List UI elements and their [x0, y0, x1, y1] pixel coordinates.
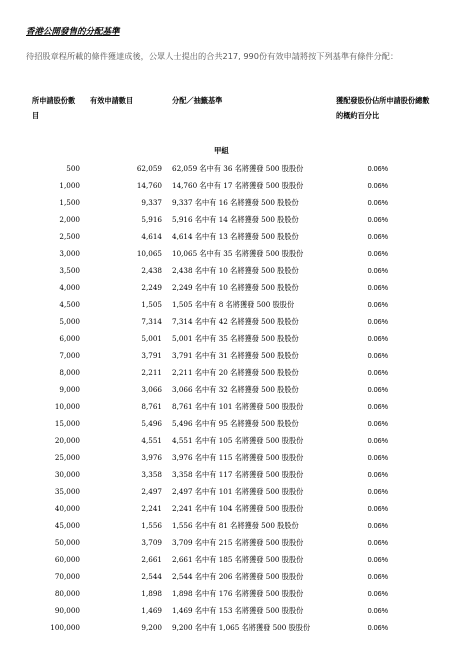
shares-applied-cell: 35,000	[54, 487, 80, 496]
group-label: 甲組	[214, 146, 229, 155]
valid-applications-cell: 3,791	[141, 351, 162, 360]
basis-cell: 2,249 名中有 10 名將獲發 500 股股份	[172, 283, 299, 292]
valid-applications-cell: 2,249	[141, 283, 162, 292]
shares-applied-cell: 30,000	[54, 470, 80, 479]
percentage-cell: 0.06%	[367, 555, 388, 564]
table-row	[0, 211, 459, 228]
shares-applied-cell: 1,000	[59, 181, 80, 190]
table-row	[0, 449, 459, 466]
valid-applications-cell: 2,544	[141, 572, 162, 581]
shares-applied-cell: 2,000	[59, 215, 80, 224]
allocation-table	[0, 160, 459, 636]
table-row	[0, 398, 459, 415]
table-row	[0, 483, 459, 500]
table-row	[0, 245, 459, 262]
table-row	[0, 177, 459, 194]
shares-applied-cell: 3,500	[59, 266, 80, 275]
basis-cell: 7,314 名中有 42 名將獲發 500 股股份	[172, 317, 299, 326]
basis-cell: 2,497 名中有 101 名將獲發 500 股股份	[172, 487, 304, 496]
basis-cell: 14,760 名中有 17 名將獲發 500 股股份	[172, 181, 304, 190]
percentage-cell: 0.06%	[367, 504, 388, 513]
percentage-cell: 0.06%	[367, 385, 388, 394]
table-row	[0, 194, 459, 211]
shares-applied-cell: 1,500	[59, 198, 80, 207]
shares-applied-cell: 7,000	[59, 351, 80, 360]
table-row	[0, 466, 459, 483]
shares-applied-cell: 40,000	[54, 504, 80, 513]
table-row	[0, 551, 459, 568]
valid-applications-cell: 3,066	[141, 385, 162, 394]
table-row	[0, 364, 459, 381]
table-row	[0, 228, 459, 245]
shares-applied-cell: 15,000	[54, 419, 80, 428]
shares-applied-cell: 4,000	[59, 283, 80, 292]
table-row	[0, 347, 459, 364]
valid-applications-cell: 9,337	[141, 198, 162, 207]
percentage-cell: 0.06%	[367, 283, 388, 292]
page-title: 香港公開發售的分配基準	[26, 27, 120, 37]
valid-applications-cell: 1,898	[141, 589, 162, 598]
shares-applied-cell: 50,000	[54, 538, 80, 547]
percentage-cell: 0.06%	[367, 215, 388, 224]
valid-applications-cell: 2,438	[141, 266, 162, 275]
percentage-cell: 0.06%	[367, 402, 388, 411]
percentage-cell: 0.06%	[367, 317, 388, 326]
table-row	[0, 160, 459, 177]
shares-applied-cell: 20,000	[54, 436, 80, 445]
percentage-cell: 0.06%	[367, 266, 388, 275]
basis-cell: 3,791 名中有 31 名將獲發 500 股股份	[172, 351, 299, 360]
basis-cell: 1,505 名中有 8 名將獲發 500 股股份	[172, 300, 295, 309]
percentage-cell: 0.06%	[367, 368, 388, 377]
basis-cell: 2,661 名中有 185 名將獲發 500 股股份	[172, 555, 304, 564]
valid-applications-cell: 5,916	[141, 215, 162, 224]
basis-cell: 1,556 名中有 81 名將獲發 500 股股份	[172, 521, 299, 530]
shares-applied-cell: 4,500	[59, 300, 80, 309]
basis-cell: 3,709 名中有 215 名將獲發 500 股股份	[172, 538, 304, 547]
shares-applied-cell: 70,000	[54, 572, 80, 581]
valid-applications-cell: 4,614	[141, 232, 162, 241]
valid-applications-cell: 62,059	[136, 164, 162, 173]
table-row	[0, 517, 459, 534]
valid-applications-cell: 9,200	[141, 623, 162, 632]
basis-cell: 4,614 名中有 13 名將獲發 500 股股份	[172, 232, 299, 241]
shares-applied-cell: 6,000	[59, 334, 80, 343]
percentage-cell: 0.06%	[367, 436, 388, 445]
valid-applications-cell: 3,358	[141, 470, 162, 479]
shares-applied-cell: 80,000	[54, 589, 80, 598]
percentage-cell: 0.06%	[367, 538, 388, 547]
valid-applications-cell: 3,976	[141, 453, 162, 462]
table-row	[0, 534, 459, 551]
basis-cell: 5,001 名中有 35 名將獲發 500 股股份	[172, 334, 299, 343]
shares-applied-cell: 100,000	[50, 623, 80, 632]
header-valid-applications: 有效申請數目	[90, 96, 134, 105]
table-row	[0, 313, 459, 330]
shares-applied-cell: 25,000	[54, 453, 80, 462]
valid-applications-cell: 5,496	[141, 419, 162, 428]
percentage-cell: 0.06%	[367, 589, 388, 598]
shares-applied-cell: 500	[66, 164, 80, 173]
valid-applications-cell: 10,065	[136, 249, 162, 258]
valid-applications-cell: 1,505	[141, 300, 162, 309]
header-shares-applied: 所申請股份數目	[32, 96, 76, 120]
percentage-cell: 0.06%	[367, 419, 388, 428]
basis-cell: 1,898 名中有 176 名將獲發 500 股股份	[172, 589, 304, 598]
basis-cell: 2,241 名中有 104 名將獲發 500 股股份	[172, 504, 304, 513]
percentage-cell: 0.06%	[367, 181, 388, 190]
table-row	[0, 415, 459, 432]
table-row	[0, 279, 459, 296]
header-percentage: 獲配發股份佔所申請股份總數的概約百分比	[336, 96, 430, 120]
shares-applied-cell: 90,000	[54, 606, 80, 615]
valid-applications-cell: 2,497	[141, 487, 162, 496]
percentage-cell: 0.06%	[367, 470, 388, 479]
valid-applications-cell: 1,556	[141, 521, 162, 530]
valid-applications-cell: 4,551	[141, 436, 162, 445]
shares-applied-cell: 9,000	[59, 385, 80, 394]
shares-applied-cell: 60,000	[54, 555, 80, 564]
basis-cell: 2,211 名中有 20 名將獲發 500 股股份	[172, 368, 299, 377]
valid-applications-cell: 2,661	[141, 555, 162, 564]
table-row	[0, 296, 459, 313]
valid-applications-cell: 14,760	[136, 181, 162, 190]
table-row	[0, 330, 459, 347]
percentage-cell: 0.06%	[367, 623, 388, 632]
percentage-cell: 0.06%	[367, 606, 388, 615]
basis-cell: 1,469 名中有 153 名將獲發 500 股股份	[172, 606, 304, 615]
table-row	[0, 381, 459, 398]
basis-cell: 8,761 名中有 101 名將獲發 500 股股份	[172, 402, 304, 411]
basis-cell: 2,438 名中有 10 名將獲發 500 股股份	[172, 266, 299, 275]
percentage-cell: 0.06%	[367, 300, 388, 309]
percentage-cell: 0.06%	[367, 351, 388, 360]
basis-cell: 3,066 名中有 32 名將獲發 500 股股份	[172, 385, 299, 394]
basis-cell: 9,337 名中有 16 名將獲發 500 股股份	[172, 198, 299, 207]
percentage-cell: 0.06%	[367, 198, 388, 207]
valid-applications-cell: 5,001	[141, 334, 162, 343]
table-row	[0, 602, 459, 619]
valid-applications-cell: 3,709	[141, 538, 162, 547]
basis-cell: 9,200 名中有 1,065 名將獲發 500 股股份	[172, 623, 311, 632]
intro-paragraph: 待招股章程所載的條件獲達成後，公眾人士提出的合共217, 990份有效申請將按下列基準有條件分配：	[26, 51, 399, 61]
table-row	[0, 619, 459, 636]
basis-cell: 2,544 名中有 206 名將獲發 500 股股份	[172, 572, 304, 581]
table-row	[0, 432, 459, 449]
shares-applied-cell: 10,000	[54, 402, 80, 411]
basis-cell: 5,916 名中有 14 名將獲發 500 股股份	[172, 215, 299, 224]
percentage-cell: 0.06%	[367, 572, 388, 581]
shares-applied-cell: 3,000	[59, 249, 80, 258]
shares-applied-cell: 5,000	[59, 317, 80, 326]
table-row	[0, 568, 459, 585]
percentage-cell: 0.06%	[367, 453, 388, 462]
basis-cell: 10,065 名中有 35 名將獲發 500 股股份	[172, 249, 304, 258]
valid-applications-cell: 1,469	[141, 606, 162, 615]
percentage-cell: 0.06%	[367, 164, 388, 173]
basis-cell: 62,059 名中有 36 名將獲發 500 股股份	[172, 164, 304, 173]
table-row	[0, 500, 459, 517]
basis-cell: 5,496 名中有 95 名將獲發 500 股股份	[172, 419, 299, 428]
shares-applied-cell: 45,000	[54, 521, 80, 530]
header-basis: 分配／抽籤基準	[172, 96, 223, 105]
table-row	[0, 262, 459, 279]
valid-applications-cell: 2,241	[141, 504, 162, 513]
valid-applications-cell: 2,211	[141, 368, 162, 377]
valid-applications-cell: 8,761	[141, 402, 162, 411]
basis-cell: 3,976 名中有 115 名將獲發 500 股股份	[172, 453, 304, 462]
percentage-cell: 0.06%	[367, 487, 388, 496]
percentage-cell: 0.06%	[367, 232, 388, 241]
basis-cell: 3,358 名中有 117 名將獲發 500 股股份	[172, 470, 304, 479]
table-row	[0, 585, 459, 602]
shares-applied-cell: 8,000	[59, 368, 80, 377]
percentage-cell: 0.06%	[367, 521, 388, 530]
valid-applications-cell: 7,314	[141, 317, 162, 326]
shares-applied-cell: 2,500	[59, 232, 80, 241]
basis-cell: 4,551 名中有 105 名將獲發 500 股股份	[172, 436, 304, 445]
percentage-cell: 0.06%	[367, 249, 388, 258]
percentage-cell: 0.06%	[367, 334, 388, 343]
